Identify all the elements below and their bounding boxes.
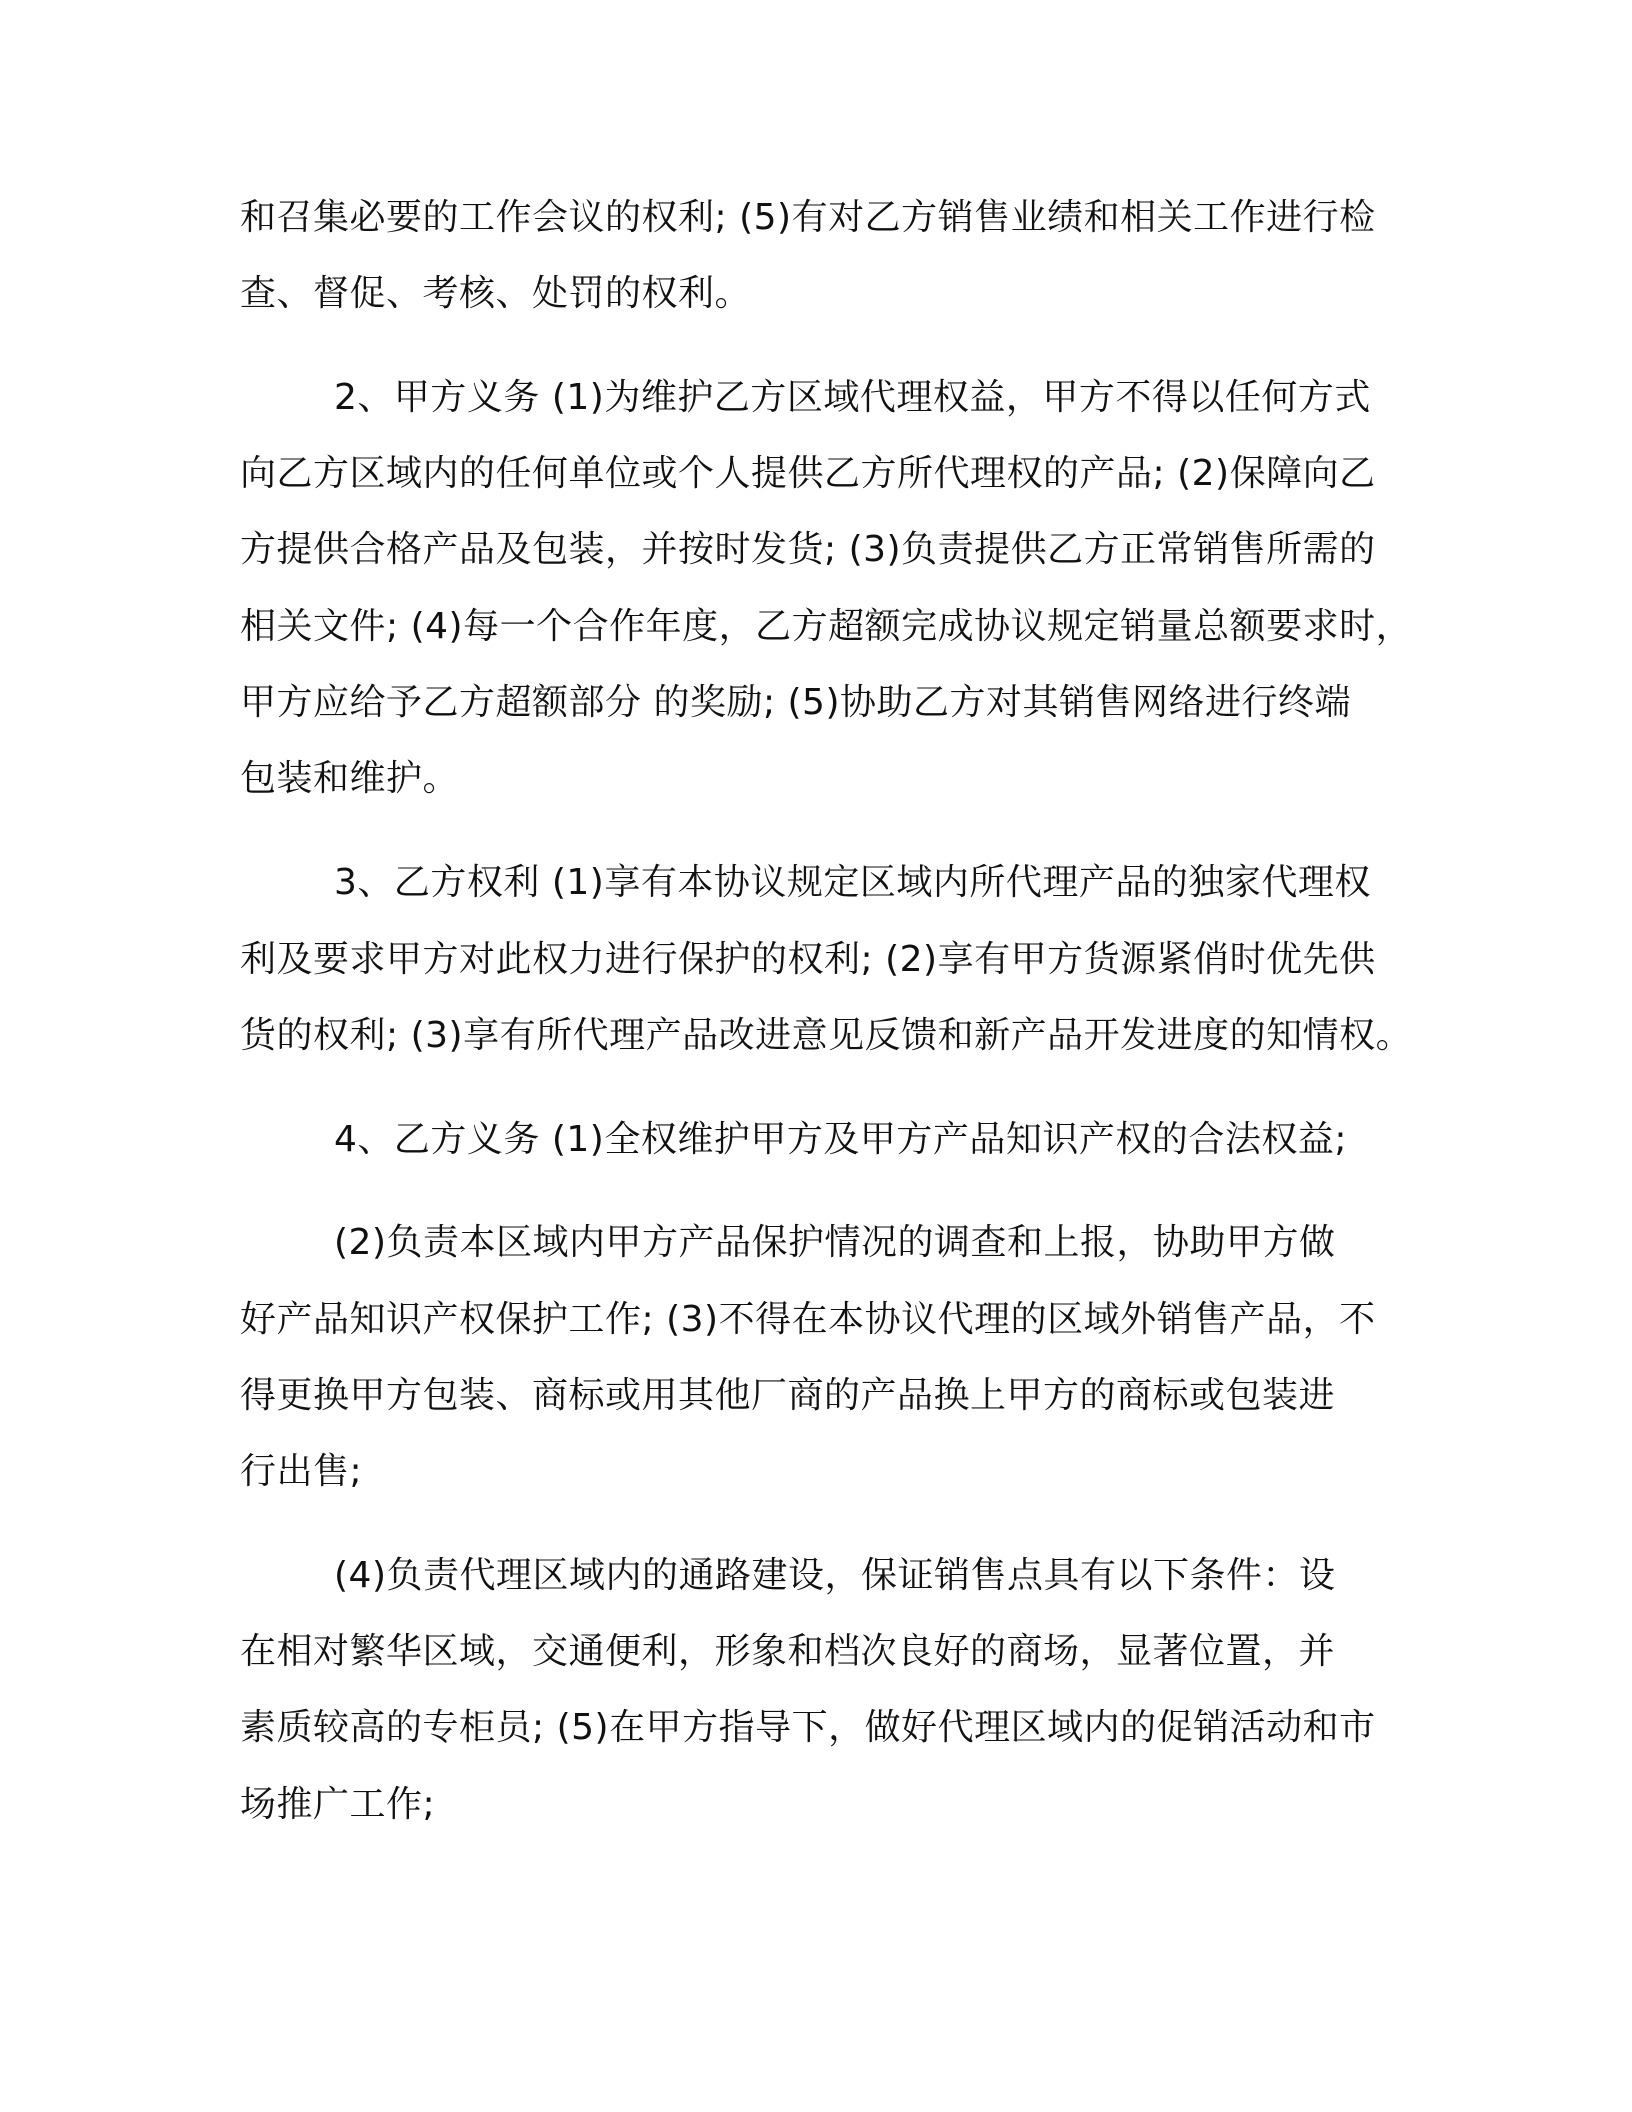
paragraph-3-line-2: 利及要求甲方对此权力进行保护的权利; (2)享有甲方货源紧俏时优先供 — [240, 939, 1376, 980]
paragraph-5-line-2: 好产品知识产权保护工作; (3)不得在本协议代理的区域外销售产品，不 — [240, 1299, 1376, 1340]
paragraph-1-line-1: 和召集必要的工作会议的权利; (5)有对乙方销售业绩和相关工作进行检 — [240, 197, 1376, 238]
paragraph-2-line-1: 2、甲方义务 (1)为维护乙方区域代理权益，甲方不得以任何方式 — [334, 377, 1371, 418]
paragraph-3-line-1: 3、乙方权利 (1)享有本协议规定区域内所代理产品的独家代理权 — [334, 862, 1371, 903]
paragraph-6-line-1: (4)负责代理区域内的通路建设，保证销售点具有以下条件：设 — [334, 1555, 1336, 1596]
paragraph-2-line-6: 包装和维护。 — [240, 758, 460, 799]
paragraph-4-line-1: 4、乙方义务 (1)全权维护甲方及甲方产品知识产权的合法权益; — [334, 1119, 1347, 1160]
paragraph-2-line-5: 甲方应给予乙方超额部分 的奖励; (5)协助乙方对其销售网络进行终端 — [240, 682, 1352, 723]
paragraph-1-line-2: 查、督促、考核、处罚的权利。 — [240, 273, 752, 314]
paragraph-6-line-4: 场推广工作; — [240, 1784, 436, 1825]
paragraph-3-line-3: 货的权利; (3)享有所代理产品改进意见反馈和新产品开发进度的知情权。 — [240, 1015, 1413, 1056]
paragraph-5-line-4: 行出售; — [240, 1451, 363, 1492]
paragraph-2-line-4: 相关文件; (4)每一个合作年度，乙方超额完成协议规定销量总额要求时， — [240, 606, 1413, 647]
paragraph-5-line-3: 得更换甲方包装、商标或用其他厂商的产品换上甲方的商标或包装进 — [240, 1375, 1336, 1416]
paragraph-6-line-2: 在相对繁华区域，交通便利，形象和档次良好的商场，显著位置，并 — [240, 1631, 1336, 1672]
paragraph-6-line-3: 素质较高的专柜员; (5)在甲方指导下，做好代理区域内的促销活动和市 — [240, 1707, 1376, 1748]
paragraph-5-line-1: (2)负责本区域内甲方产品保护情况的调查和上报，协助甲方做 — [334, 1222, 1336, 1263]
paragraph-2-line-2: 向乙方区域内的任何单位或个人提供乙方所代理权的产品; (2)保障向乙 — [240, 453, 1376, 494]
paragraph-2-line-3: 方提供合格产品及包装，并按时发货; (3)负责提供乙方正常销售所需的 — [240, 529, 1376, 570]
